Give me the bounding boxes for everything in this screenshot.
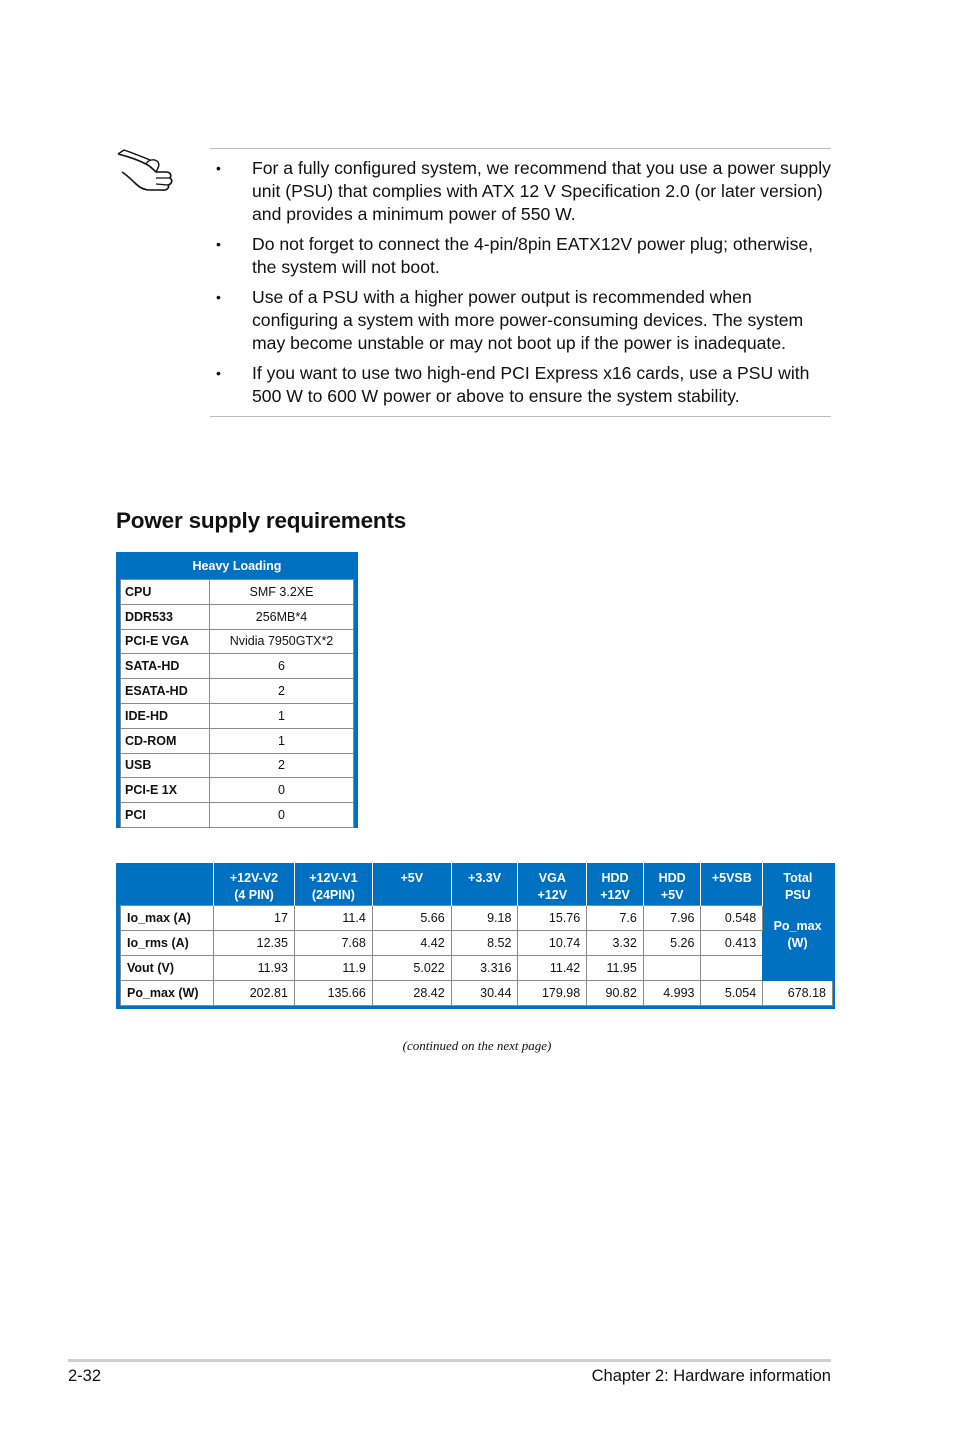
component-label: IDE-HD (121, 703, 210, 728)
column-header-line1: HDD (658, 871, 686, 885)
table-row (121, 580, 354, 605)
value-cell: 3.32 (587, 931, 644, 956)
page-number: 2-32 (68, 1367, 102, 1385)
column-header (643, 863, 701, 906)
value-cell: 0.413 (701, 931, 763, 956)
column-header-line2: PSU (784, 888, 811, 902)
component-label: DDR533 (121, 604, 210, 629)
component-value: 2 (210, 679, 354, 704)
column-header-line1: VGA (538, 871, 566, 885)
value-cell: 11.9 (294, 956, 372, 981)
note-bottom-rule (210, 416, 831, 417)
value-cell: 179.98 (518, 981, 587, 1006)
column-header-line2: +12V (600, 888, 630, 902)
value-cell: 8.52 (451, 931, 518, 956)
component-label: ESATA-HD (121, 679, 210, 704)
value-cell: 7.6 (587, 906, 644, 931)
note-list (216, 157, 831, 415)
column-header (763, 863, 833, 906)
note-item: • If you want to use two high-end PCI Express x16 cards, use a PSU with 500 W to 600 W power or above to ensure the system stability. (216, 363, 810, 406)
po-max-unit: (W) (787, 936, 808, 950)
note-item: • Use of a PSU with a higher power output is recommended when configuring a system with more power-consuming devices. The system may become unstable or may not boot up if the power is inadequate. (216, 287, 804, 353)
table-row (121, 931, 833, 956)
value-cell: 10.74 (518, 931, 587, 956)
value-cell: 9.18 (451, 906, 518, 931)
column-header-line1: +3.3V (468, 871, 502, 885)
psu-table (120, 863, 833, 1006)
value-cell: 11.4 (294, 906, 372, 931)
component-label: PCI-E VGA (121, 629, 210, 654)
component-value: 2 (210, 753, 354, 778)
column-header (294, 863, 372, 906)
column-header-line1: +5V (400, 871, 424, 885)
table-row (121, 981, 833, 1006)
value-cell: 30.44 (451, 981, 518, 1006)
table-row (121, 604, 354, 629)
corner-cell (121, 863, 214, 906)
component-value: 0 (210, 803, 354, 828)
value-cell: 5.054 (701, 981, 763, 1006)
loading-components-table (120, 579, 354, 828)
value-cell: 90.82 (587, 981, 644, 1006)
component-label: SATA-HD (121, 654, 210, 679)
table-row (121, 728, 354, 753)
column-header-line2: +5V (660, 888, 684, 902)
value-cell: 17 (214, 906, 295, 931)
value-cell: 3.316 (451, 956, 518, 981)
value-cell: 11.42 (518, 956, 587, 981)
table-row (121, 778, 354, 803)
value-cell: 5.66 (372, 906, 451, 931)
value-cell (701, 956, 763, 981)
value-cell: 135.66 (294, 981, 372, 1006)
value-cell: 7.68 (294, 931, 372, 956)
table-row (121, 956, 833, 981)
value-cell: 11.95 (587, 956, 644, 981)
row-label: Vout (V) (121, 956, 214, 981)
heavy-loading-header: Heavy Loading (192, 559, 282, 573)
po-max-label: Po_max (773, 919, 822, 933)
column-header-line2: (24PIN) (311, 888, 355, 902)
value-cell: 5.26 (643, 931, 701, 956)
section-title: Power supply requirements (116, 508, 407, 533)
column-header-line1: Total (783, 871, 813, 885)
value-cell: 12.35 (214, 931, 295, 956)
component-value: 1 (210, 728, 354, 753)
note-top-rule (210, 148, 831, 149)
value-cell: 202.81 (214, 981, 295, 1006)
component-label: PCI (121, 803, 210, 828)
heavy-loading-table (116, 552, 358, 828)
component-label: CPU (121, 580, 210, 605)
table-row (121, 803, 354, 828)
value-cell: 4.42 (372, 931, 451, 956)
component-label: CD-ROM (121, 728, 210, 753)
row-label: Po_max (W) (121, 981, 214, 1006)
row-label: Io_rms (A) (121, 931, 214, 956)
value-cell: 5.022 (372, 956, 451, 981)
value-cell: 4.993 (643, 981, 701, 1006)
column-header-line2: +12V (537, 888, 568, 902)
table-row (121, 679, 354, 704)
po-max-label-cell (763, 906, 833, 981)
note-item: • Do not forget to connect the 4-pin/8pin EATX12V power plug; otherwise, the system will not boot. (216, 234, 814, 277)
component-value: 6 (210, 654, 354, 679)
value-cell: 7.96 (643, 906, 701, 931)
column-header (372, 863, 451, 906)
table-row (121, 753, 354, 778)
component-value: 1 (210, 703, 354, 728)
value-cell: 15.76 (518, 906, 587, 931)
value-cell: 28.42 (372, 981, 451, 1006)
value-cell: 0.548 (701, 906, 763, 931)
component-value: 0 (210, 778, 354, 803)
row-label: Io_max (A) (121, 906, 214, 931)
component-value: Nvidia 7950GTX*2 (210, 629, 354, 654)
value-cell (643, 956, 701, 981)
component-value: 256MB*4 (210, 604, 354, 629)
continued-note: (continued on the next page) (402, 1038, 552, 1053)
psu-output-table (116, 863, 835, 1009)
column-header-line1: +12V-V1 (309, 871, 358, 885)
column-header-line1: +5VSB (711, 871, 752, 885)
column-header (518, 863, 587, 906)
footer-rule (68, 1359, 831, 1362)
table-row (121, 906, 833, 931)
component-label: PCI-E 1X (121, 778, 210, 803)
component-value: SMF 3.2XE (210, 580, 354, 605)
table-row (121, 629, 354, 654)
column-header (587, 863, 644, 906)
component-label: USB (121, 753, 210, 778)
column-header-line1: +12V-V2 (229, 871, 279, 885)
column-header-line1: HDD (601, 871, 629, 885)
column-header-line2: (4 PIN) (234, 888, 274, 902)
column-header (214, 863, 295, 906)
chapter-title: Chapter 2: Hardware information (591, 1367, 831, 1385)
pointing-hand-icon (116, 146, 176, 192)
column-header (701, 863, 763, 906)
note-item: • For a fully configured system, we recommend that you use a power supply unit (PSU) that complies with ATX 12 V Specification 2.0 (or later version) and provides a minimum power of 550 W. (216, 158, 831, 224)
value-cell: 11.93 (214, 956, 295, 981)
value-cell: 678.18 (763, 981, 833, 1006)
table-row (121, 654, 354, 679)
column-header (451, 863, 518, 906)
table-row (121, 703, 354, 728)
